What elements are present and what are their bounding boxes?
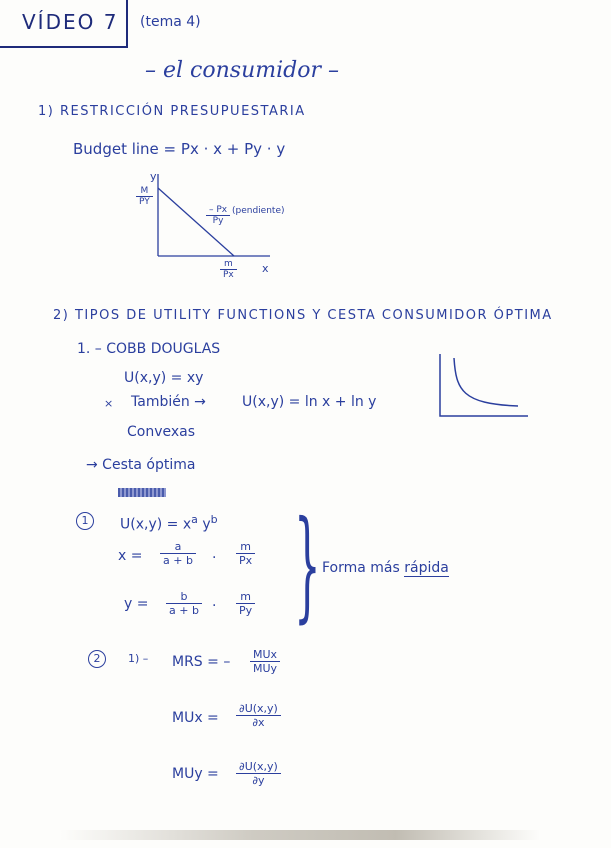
y-fraction-m <box>236 590 255 617</box>
method1-u: U(x,y) = x <box>120 516 192 533</box>
y-m: m <box>236 590 255 604</box>
muy-label: MUy = <box>172 766 219 782</box>
x-frac-den: a + b <box>163 554 193 567</box>
y-intercept-den: PY <box>139 197 150 207</box>
section2-title: 2) TIPOS DE UTILITY FUNCTIONS Y CESTA CONSUMIDOR ÓPTIMA <box>53 308 553 323</box>
y-fraction-ab <box>166 590 202 617</box>
muy-den: ∂y <box>252 774 265 787</box>
method1-utility <box>120 513 218 533</box>
x-frac-num: a <box>160 540 196 554</box>
right-brace: } <box>294 496 321 635</box>
x-intercept <box>220 259 237 280</box>
x-intercept-den: Px <box>223 270 234 280</box>
sketch-axes <box>440 354 528 416</box>
method1-exp-a: a <box>191 513 198 526</box>
y-frac-num: b <box>166 590 202 604</box>
mrs-fraction <box>250 648 280 675</box>
slope-den: Py <box>212 216 224 226</box>
tema-label: (tema 4) <box>140 14 201 30</box>
x-dot: · <box>212 550 217 566</box>
bullet: × <box>104 397 114 410</box>
forma-label <box>322 560 449 576</box>
mux-num: ∂U(x,y) <box>236 702 281 716</box>
cobb-douglas-heading: 1. – COBB DOUGLAS <box>77 341 221 357</box>
page-subtitle: – el consumidor – <box>145 58 339 83</box>
y-dot: · <box>212 598 217 614</box>
method2-step: 1) – <box>128 652 149 665</box>
sketch-curve <box>454 358 518 406</box>
slope-num: – Px <box>206 205 230 216</box>
forma-text: Forma más <box>322 560 400 576</box>
section1-title: 1) RESTRICCIÓN PRESUPUESTARIA <box>38 104 306 119</box>
utility-function: U(x,y) = xy <box>124 370 204 386</box>
y-intercept-num: M <box>136 186 153 197</box>
x-m: m <box>236 540 255 554</box>
indifference-curve-sketch <box>432 350 532 422</box>
x-equals: x = <box>118 548 143 564</box>
convexas-label: Convexas <box>127 424 196 440</box>
mrs-den: MUy <box>253 662 278 675</box>
mux-fraction <box>236 702 281 729</box>
y-p: Py <box>239 604 253 617</box>
page-bottom-edge <box>60 830 540 840</box>
muy-fraction <box>236 760 281 787</box>
y-frac-den: a + b <box>169 604 199 617</box>
x-fraction-ab <box>160 540 196 567</box>
y-intercept <box>136 186 153 207</box>
x-intercept-num: m <box>220 259 237 270</box>
mux-label: MUx = <box>172 710 219 726</box>
ln-utility: U(x,y) = ln x + ln y <box>242 394 377 410</box>
slope <box>206 205 230 226</box>
method1-circle: 1 <box>76 512 94 530</box>
slope-note: (pendiente) <box>232 206 285 216</box>
graph-x-label: x <box>262 262 269 275</box>
method2-circle: 2 <box>88 650 106 668</box>
cesta-optima-label: → Cesta óptima <box>86 457 196 473</box>
y-equals: y = <box>124 596 149 612</box>
muy-num: ∂U(x,y) <box>236 760 281 774</box>
method1-exp-b: b <box>210 513 218 526</box>
x-p: Px <box>239 554 253 567</box>
mrs-label: MRS = – <box>172 654 231 670</box>
graph-y-label: y <box>150 170 157 183</box>
crossed-out-scribble <box>118 488 166 497</box>
mux-den: ∂x <box>252 716 265 729</box>
mrs-num: MUx <box>250 648 280 662</box>
rapida-text: rápida <box>404 560 449 576</box>
budget-line-formula: Budget line = Px · x + Py · y <box>73 140 286 158</box>
tambien-label: También → <box>131 394 206 410</box>
x-fraction-m <box>236 540 255 567</box>
method1-y: y <box>202 516 211 533</box>
video-title: VÍDEO 7 <box>22 10 119 34</box>
